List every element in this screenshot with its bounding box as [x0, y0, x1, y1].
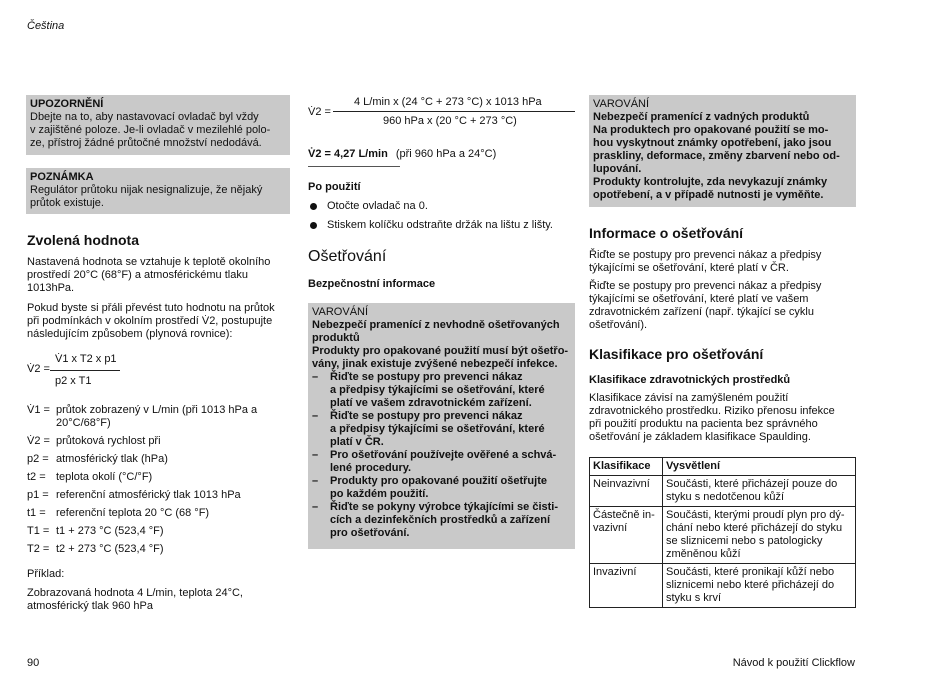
care-warning-box: [308, 303, 575, 549]
definition-text: t1 + 273 °C (523,4 °F): [56, 525, 164, 537]
formula-lhs: V̇2 =: [27, 363, 50, 375]
warning-item-line: lené procedury.: [330, 462, 412, 474]
definition-symbol: V̇1 =: [27, 404, 50, 416]
definition-symbol: t1 =: [27, 507, 46, 519]
fraction-line: [333, 111, 575, 112]
definition-symbol: V̇2 =: [27, 435, 50, 447]
definition-row: [27, 525, 292, 538]
warning-line: Dbejte na to, aby nastavovací ovladač byl vždy: [30, 111, 259, 123]
definition-symbol: t2 =: [27, 471, 46, 483]
warning-item-line: Řiďte se postupy pro prevenci nákaz: [330, 410, 523, 422]
definition-text: 20°C/68°F): [56, 417, 111, 429]
warning-title: VAROVÁNÍ: [593, 98, 650, 110]
paragraph-line: následujícím způsobem (plynová rovnice):: [27, 328, 233, 340]
definition-row: [27, 404, 292, 430]
warning-item: – Produkty pro opakované použití ošetřujte po každém použití.: [312, 475, 547, 500]
paragraph-line: 1013hPa.: [27, 282, 75, 294]
after-use-heading: Po použití: [308, 181, 361, 193]
defect-warning-box: [589, 95, 856, 207]
note-line: průtok existuje.: [30, 197, 104, 209]
formula-numerator: 4 L/min x (24 °C + 273 °C) x 1013 hPa: [354, 96, 542, 108]
definition-symbol: T2 =: [27, 543, 50, 555]
definition-row: [27, 543, 292, 556]
paragraph-line: prostředí 20°C (68°F) a atmosférickému tlaku: [27, 269, 248, 281]
page-number: 90: [27, 657, 40, 669]
bullet-text: Otočte ovladač na 0.: [327, 200, 428, 212]
definition-text: t2 + 273 °C (523,4 °F): [56, 543, 164, 555]
warning-item-line: a předpisy týkajícími se ošetřování, které: [330, 423, 545, 435]
warning-line: lupování.: [593, 163, 642, 175]
warning-item: – Řiďte se postupy pro prevenci nákaz a předpisy týkajícími se ošetřování, které platí v ČR.: [312, 410, 545, 448]
definition-row: [27, 435, 292, 448]
warning-item-line: Řiďte se postupy pro prevenci nákaz: [330, 371, 523, 383]
warning-item: – Řiďte se pokyny výrobce týkajícími se čisti- cích a dezinfekčních prostředků a zařízení pro ošetřování.: [312, 501, 559, 539]
warning-line: Produkty pro opakované použití musí být ošetřo-: [312, 345, 569, 357]
table-row: [590, 507, 856, 564]
definition-symbol: p2 =: [27, 453, 49, 465]
paragraph-line: Klasifikace závisí na zamýšleném použití: [589, 392, 789, 404]
definition-row: [27, 453, 292, 466]
paragraph-line: Řiďte se postupy pro prevenci nákaz a předpisy: [589, 280, 822, 292]
definition-text: teplota okolí (°C/°F): [56, 471, 153, 483]
warning-line: Nebezpečí pramenící z vadných produktů: [593, 111, 810, 123]
definition-text: průtoková rychlost při: [56, 435, 161, 447]
definition-text: referenční atmosférický tlak 1013 hPa: [56, 489, 241, 501]
warning-line: produktů: [312, 332, 360, 344]
subsection-heading: Bezpečnostní informace: [308, 278, 436, 290]
warning-line: v zajištěné poloze. Je-li ovladač v mezilehlé polo-: [30, 124, 271, 136]
table-cell: Neinvazivní: [590, 476, 663, 507]
paragraph-line: Pokud byste si přáli převést tuto hodnotu na průtok: [27, 302, 275, 314]
warning-item: – Pro ošetřování používejte ověřené a schvá- lené procedury.: [312, 449, 557, 474]
note-line: Regulátor průtoku nijak nesignalizuje, že nějaký: [30, 184, 263, 196]
example-line: atmosférický tlak 960 hPa: [27, 600, 153, 612]
warning-item-line: pro ošetřování.: [330, 527, 410, 539]
section-heading: Ošetřování: [308, 248, 387, 265]
warning-line: Nebezpečí pramenící z nevhodně ošetřovaných: [312, 319, 560, 331]
classification-table: [589, 457, 856, 608]
warning-line: hou vyskytnout známky opotřebení, jako jsou: [593, 137, 832, 149]
table-cell: Invazivní: [590, 564, 663, 608]
paragraph-line: při použití produktu na pacienta bez správného: [589, 418, 818, 430]
bullet-icon: [310, 203, 317, 210]
definition-symbol: T1 =: [27, 525, 50, 537]
warning-title: VAROVÁNÍ: [312, 306, 369, 318]
warning-item-line: Pro ošetřování používejte ověřené a schvá-: [330, 449, 557, 461]
formula-result: [308, 148, 496, 161]
paragraph-line: zdravotnického prostředku. Riziko přenosu infekce: [589, 405, 835, 417]
result-value: V̇2 = 4,27 L/min: [308, 148, 388, 160]
table-row: [590, 476, 856, 507]
section-heading: Informace o ošetřování: [589, 225, 744, 241]
bullet-item: [308, 219, 576, 232]
table-header: Klasifikace: [590, 458, 663, 476]
warning-item-line: cích a dezinfekčních prostředků a zařízení: [330, 514, 551, 526]
paragraph-line: zdravotnickém zařízení (např. týkající se cyklu: [589, 306, 814, 318]
warning-line: Produkty kontrolujte, zda nevykazují známky: [593, 176, 828, 188]
bullet-icon: [310, 222, 317, 229]
paragraph-line: při podmínkách v okolním prostředí V̇2, postupujte: [27, 315, 273, 327]
definition-text: průtok zobrazený v L/min (při 1013 hPa a: [56, 404, 258, 416]
language-label: Čeština: [27, 20, 65, 32]
table-cell: Součásti, kterými proudí plyn pro dý- chání nebo které přicházejí do styku se sliznicemi nebo s patologicky změněnou kůží: [663, 507, 856, 564]
warning-line: ze, přístroj žádné průtočné množství nedodává.: [30, 137, 262, 149]
warning-item-line: platí ve vašem zdravotnickém zařízení.: [330, 397, 532, 409]
table-header: Vysvětlení: [663, 458, 856, 476]
definition-row: [27, 471, 292, 484]
table-row: [590, 564, 856, 608]
warning-title: UPOZORNĚNÍ: [30, 98, 104, 110]
fraction-line: [50, 370, 120, 371]
example-label: Příklad:: [27, 568, 65, 580]
separator-line: [308, 166, 400, 167]
warning-item-line: platí v ČR.: [330, 436, 384, 448]
definition-text: referenční teplota 20 °C (68 °F): [56, 507, 210, 519]
warning-line: vány, jinak existuje zvýšené nebezpečí infekce.: [312, 358, 558, 370]
paragraph-line: týkajícími se ošetřování, které platí v ČR.: [589, 262, 789, 274]
note-title: POZNÁMKA: [30, 171, 94, 183]
table-header-row: [590, 458, 856, 476]
warning-box: [26, 95, 290, 155]
warning-item: – Řiďte se postupy pro prevenci nákaz a předpisy týkajícími se ošetřování, které platí ve vašem zdravotnickém zařízení.: [312, 371, 545, 409]
result-condition: (při 960 hPa a 24°C): [395, 148, 497, 160]
note-box: [26, 168, 290, 214]
definition-row: [27, 489, 292, 502]
definition-row: [27, 507, 292, 520]
warning-line: opotřebení, a v případě nutnosti je vyměňte.: [593, 189, 824, 201]
table-cell: Součásti, které přicházejí pouze do styku s nedotčenou kůží: [663, 476, 856, 507]
warning-line: praskliny, deformace, změny zbarvení nebo od-: [593, 150, 840, 162]
warning-item-line: Řiďte se pokyny výrobce týkajícími se čisti-: [330, 501, 559, 513]
warning-line: Na produktech pro opakované použití se mo-: [593, 124, 829, 136]
section-heading: Klasifikace pro ošetřování: [589, 346, 764, 362]
bullet-text: Stiskem kolíčku odstraňte držák na lištu z lišty.: [327, 219, 553, 231]
example-line: Zobrazovaná hodnota 4 L/min, teplota 24°C,: [27, 587, 243, 599]
formula-lhs: V̇2 =: [308, 106, 331, 118]
definition-symbol: p1 =: [27, 489, 49, 501]
section-heading: Zvolená hodnota: [27, 232, 139, 248]
formula-numerator: V̇1 x T2 x p1: [55, 353, 117, 365]
table-cell: Částečně in- vazivní: [590, 507, 663, 564]
warning-item-line: Produkty pro opakované použití ošetřujte: [330, 475, 547, 487]
paragraph-line: ošetřování).: [589, 319, 648, 331]
formula-denominator: 960 hPa x (20 °C + 273 °C): [383, 115, 517, 127]
paragraph-line: ošetřování je základem klasifikace Spaulding.: [589, 431, 811, 443]
paragraph-line: Řiďte se postupy pro prevenci nákaz a předpisy: [589, 249, 822, 261]
warning-item-line: a předpisy týkajícími se ošetřování, které: [330, 384, 545, 396]
paragraph-line: týkajícími se ošetřování, které platí ve vašem: [589, 293, 809, 305]
definition-text: atmosférický tlak (hPa): [56, 453, 168, 465]
subsection-heading: Klasifikace zdravotnických prostředků: [589, 374, 791, 386]
formula-denominator: p2 x T1: [55, 375, 92, 387]
bullet-item: [308, 200, 576, 213]
paragraph-line: Nastavená hodnota se vztahuje k teplotě okolního: [27, 256, 271, 268]
table-cell: Součásti, které pronikají kůží nebo sliznicemi nebo které přicházejí do styku s krví: [663, 564, 856, 608]
footer-title: Návod k použití Clickflow: [732, 657, 855, 669]
warning-item-line: po každém použití.: [330, 488, 429, 500]
